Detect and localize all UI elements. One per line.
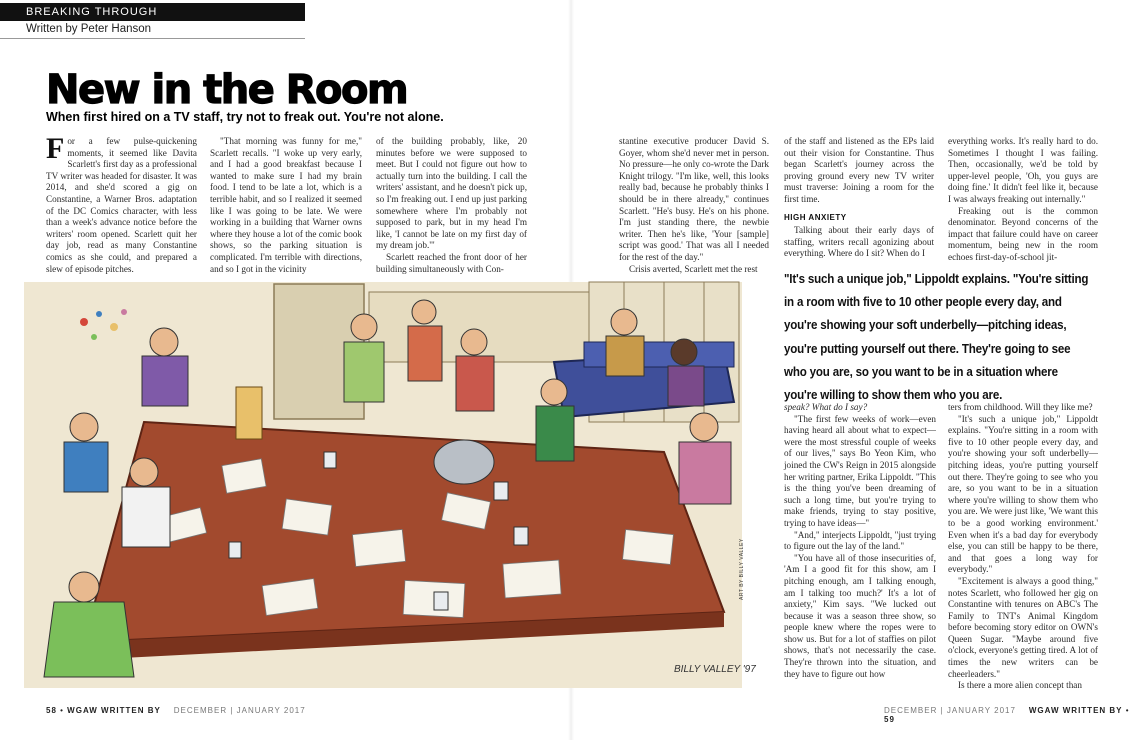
headline: New in the Room [46,67,408,113]
issue-date-right: DECEMBER | JANUARY 2017 [884,706,1016,715]
paragraph: Scarlett reached the front door of her building simultaneously with Con- [376,251,527,274]
paragraph: "You have all of those insecurities of, 'Am I a good fit for this show, am I pitching enough, am I talking enough, am I talking too much?' It's a lot of anxiety," Kim says. "We lucked out because it was a season three show, so people knew where the ropes were to show us. But for a lot of staffies on pilot shows, that's not necessarily the case. They're thrown into the situation, and they have to figure out how [784,552,936,679]
paragraph: of the staff and listened as the EPs laid out their vision for Constantine. Thus began Scarlett's journey across the proving ground every new TV writer must traverse: Joining a room for the first time. [784,136,934,204]
byline-divider [0,38,305,39]
column-5 [784,136,934,260]
paragraph: or a few pulse-quickening moments, it seemed like Davita Scarlett's first day as a professional TV writer was headed for disaster. It was 2014, and she'd scored a gig on Constantine, a Warner Bros. adaptation of the DC Comics character, with less than a week's advance notice before the writers' room opened. Scarlett quit her day job, read as many Constantine comics as she could, and prepared a slew of episode pitches. [46,136,197,274]
issue-date-left: DECEMBER | JANUARY 2017 [173,706,306,715]
column-8 [948,402,1098,692]
column-2 [210,136,362,275]
publication-name-left: WGAW WRITTEN BY [67,706,161,715]
paragraph: "And," interjects Lippoldt, "just trying to figure out the lay of the land." [784,529,936,552]
page-number-left: 58 [46,706,57,715]
paragraph: Freaking out is the common denominator. Beyond concerns of the impact that failure could have on career momentum, being new in the room echoes first-day-of-school jit- [948,205,1098,262]
paragraph: everything works. It's really hard to do. Sometimes I thought I was failing. Then, occasionally, we'd be told by upper-level people, 'Oh, you guys are doing fine.' It didn't feel like it, because I was always freaking out internally." [948,136,1098,204]
illustration-drawing [24,282,756,688]
paragraph: Talking about their early days of staffing, writers recall agonizing about everything. Where do I sit? When do I [784,225,934,259]
paragraph: "Excitement is always a good thing," notes Scarlett, who followed her gig on Constantine with tenures on ABC's The Family to TNT's Animal Kingdom before becoming story editor on OWN's Queen Sugar. "Maybe around five o'clock, everyone's getting tired. A lot of times the new writers can be cheerleaders." [948,575,1098,679]
paragraph: "It's such a unique job," Lippoldt explains. "You're sitting in a room with five to 10 other people every day, and you're showing your soft underbelly—pitching ideas, you're putting yourself out there. They're going to see who you are, so you want to be in a situation where you're willing to show them who you are. We were just like, 'We want this to be a good working environment.' Even when it's a bad day for everybody else, you can still be happy to be there, and that goes a long way for everybody." [948,413,1098,575]
column-7 [784,402,936,680]
art-credit: ART BY BILLY VALLEY [739,538,745,600]
paragraph: "That morning was funny for me," Scarlett recalls. "I woke up very early, and I had a good breakfast because I wanted to make sure I had my brain food. I tend to be late a lot, which is a terrible habit, and so I realized it seemed like I was going to be late. We were working in a building that Warner owns where they house a lot of the comic book shows, so the parking situation is complicated. I'm terrible with directions, and so I got in the vicinity [210,136,362,274]
paragraph: of the building probably, like, 20 minutes before we were supposed to meet. But I could not figure out how to actually turn into the building. I call the writers' assistant, and he doesn't pick up, so I'm freaking out. I end up just parking somewhere where I'm probably not supposed to park, but in my head I'm like, 'I cannot be late on my first day of my dream job.'" [376,136,527,251]
paragraph: "The first few weeks of work—even having heard all about what to expect—were the most stressful couple of weeks of our lives," says Bo Yeon Kim, who joined the CW's Reign in 2015 alongside her writing partner, Erika Lippoldt. "This is the thing you've been dreaming of such a long time, but you're trying to make friends, trying to stay positive, trying to have ideas—" [784,413,936,528]
dek: When first hired on a TV staff, try not to freak out. You're not alone. [46,110,444,124]
pull-quote: "It's such a unique job," Lippoldt explains. "You're sitting in a room with five to 10 other people every day, and you're showing your soft underbelly—pitching ideas, you're putting yourself out there. They're going to see who you are, so you want to be in a situation where you're willing to show them who you are. [784,272,1089,403]
publication-name-right: WGAW WRITTEN BY [1028,706,1123,715]
paragraph: stantine executive producer David S. Goyer, whom she'd never met in person. No pressure—he only co-wrote the Dark Knight trilogy. "I'm like, well, this looks really bad, because he probably thinks I should be in there already," continues Scarlett. "He's busy. He's on his phone. I'm just standing there, the newbie writer. Then he's like, 'Your [sample] script was good.' That was all I needed for the rest of the day." [619,136,769,262]
column-6 [948,136,1098,264]
column-4 [619,136,769,275]
subhead: HIGH ANXIETY [784,212,847,222]
drop-cap: F [46,132,65,165]
page-number-right: 59 [884,715,895,724]
paragraph: Crisis averted, Scarlett met the rest [629,263,758,274]
right-folio: DECEMBER | JANUARY 2017 WGAW WRITTEN BY • 59 [884,706,1130,724]
paragraph: Is there a more alien concept than [958,680,1082,691]
paragraph: ters from childhood. Will they like me? [948,402,1093,412]
left-folio: 58 • WGAW WRITTEN BY DECEMBER | JANUARY 2017 [46,706,306,715]
paragraph: speak? What do I say? [784,402,868,412]
byline: Written by Peter Hanson [26,23,152,35]
column-3 [376,136,527,275]
writers-room-illustration [24,282,756,688]
column-1 [46,132,197,275]
artist-signature: BILLY VALLEY '97 [674,664,756,675]
section-kicker: BREAKING THROUGH [0,3,305,21]
